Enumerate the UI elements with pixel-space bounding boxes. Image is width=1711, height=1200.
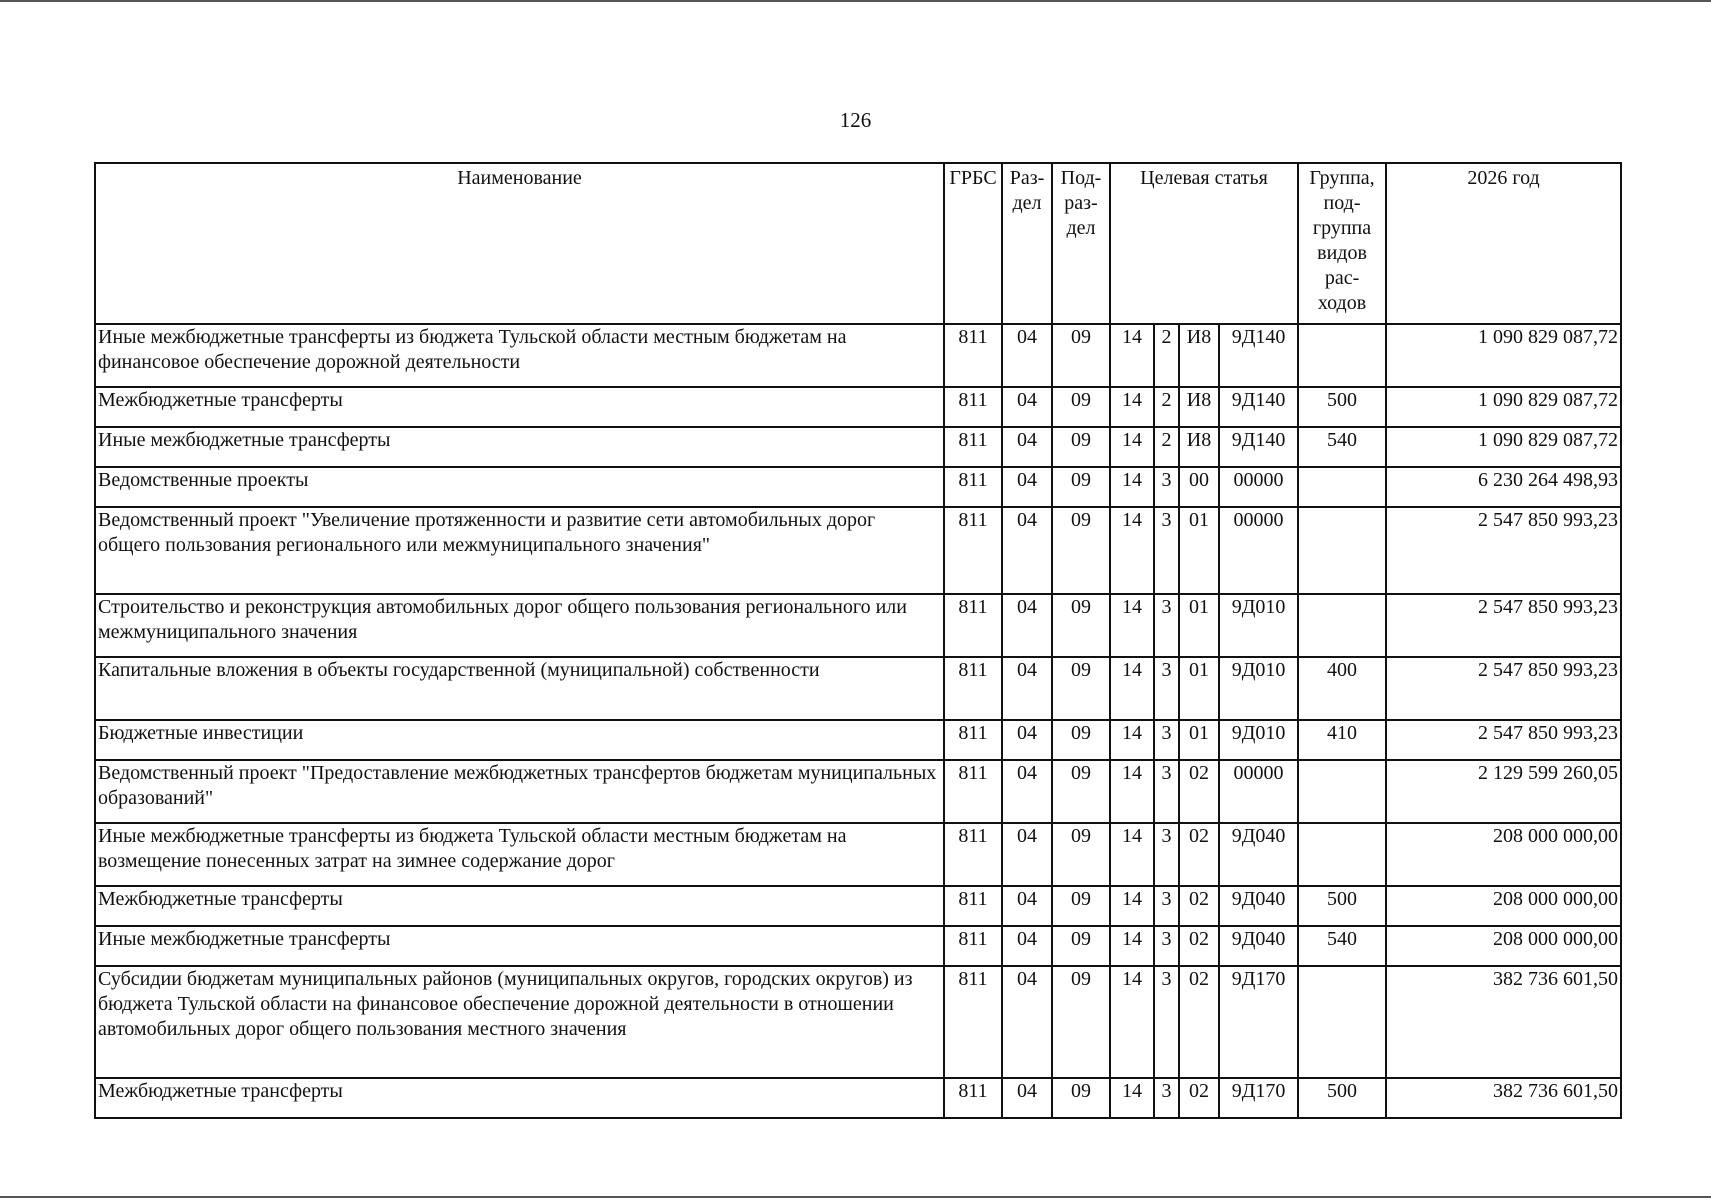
row-section: 04 xyxy=(1002,1078,1052,1118)
header-name: Наименование xyxy=(95,163,944,324)
row-target-direction: 9Д170 xyxy=(1219,1078,1298,1118)
row-section: 04 xyxy=(1002,594,1052,657)
table-row xyxy=(95,507,1621,594)
row-grbs: 811 xyxy=(944,966,1002,1078)
row-amount: 2 547 850 993,23 xyxy=(1386,507,1621,594)
row-name: Иные межбюджетные трансферты из бюджета Тульской области местным бюджетам на финансовое обеспечение дорожной деятельности xyxy=(95,324,944,387)
row-name: Капитальные вложения в объекты государственной (муниципальной) собственности xyxy=(95,657,944,720)
row-target-program: 14 xyxy=(1110,594,1154,657)
row-section: 04 xyxy=(1002,886,1052,926)
row-section: 04 xyxy=(1002,926,1052,966)
row-amount: 208 000 000,00 xyxy=(1386,886,1621,926)
row-target-program: 14 xyxy=(1110,966,1154,1078)
row-subsection: 09 xyxy=(1052,387,1110,427)
row-amount: 2 129 599 260,05 xyxy=(1386,760,1621,823)
row-amount: 6 230 264 498,93 xyxy=(1386,467,1621,507)
row-target-direction: 9Д140 xyxy=(1219,427,1298,467)
row-expense-group: 500 xyxy=(1298,387,1386,427)
row-amount: 2 547 850 993,23 xyxy=(1386,720,1621,760)
row-target-type: 2 xyxy=(1154,387,1179,427)
row-target-structure: И8 xyxy=(1179,324,1219,387)
row-expense-group xyxy=(1298,823,1386,886)
row-target-type: 3 xyxy=(1154,760,1179,823)
table-row xyxy=(95,720,1621,760)
row-section: 04 xyxy=(1002,657,1052,720)
table-row xyxy=(95,594,1621,657)
row-target-structure: 02 xyxy=(1179,966,1219,1078)
row-amount: 2 547 850 993,23 xyxy=(1386,594,1621,657)
row-amount: 208 000 000,00 xyxy=(1386,926,1621,966)
row-target-structure: 02 xyxy=(1179,926,1219,966)
row-target-direction: 9Д010 xyxy=(1219,720,1298,760)
row-grbs: 811 xyxy=(944,507,1002,594)
row-section: 04 xyxy=(1002,467,1052,507)
row-section: 04 xyxy=(1002,966,1052,1078)
row-subsection: 09 xyxy=(1052,1078,1110,1118)
row-target-structure: 02 xyxy=(1179,760,1219,823)
row-amount: 2 547 850 993,23 xyxy=(1386,657,1621,720)
row-target-structure: 00 xyxy=(1179,467,1219,507)
row-name: Межбюджетные трансферты xyxy=(95,886,944,926)
row-name: Бюджетные инвестиции xyxy=(95,720,944,760)
row-section: 04 xyxy=(1002,427,1052,467)
row-grbs: 811 xyxy=(944,467,1002,507)
row-grbs: 811 xyxy=(944,594,1002,657)
row-name: Строительство и реконструкция автомобильных дорог общего пользования регионального или межмуниципального значения xyxy=(95,594,944,657)
row-subsection: 09 xyxy=(1052,427,1110,467)
row-target-program: 14 xyxy=(1110,1078,1154,1118)
row-amount: 382 736 601,50 xyxy=(1386,1078,1621,1118)
row-amount: 382 736 601,50 xyxy=(1386,966,1621,1078)
row-grbs: 811 xyxy=(944,760,1002,823)
row-grbs: 811 xyxy=(944,886,1002,926)
row-amount: 1 090 829 087,72 xyxy=(1386,387,1621,427)
row-expense-group xyxy=(1298,594,1386,657)
table-row xyxy=(95,467,1621,507)
table-row xyxy=(95,657,1621,720)
table-row xyxy=(95,324,1621,387)
row-target-type: 3 xyxy=(1154,886,1179,926)
row-grbs: 811 xyxy=(944,387,1002,427)
table-row xyxy=(95,1078,1621,1118)
row-name: Иные межбюджетные трансферты xyxy=(95,926,944,966)
row-name: Иные межбюджетные трансферты xyxy=(95,427,944,467)
scan-edge-top xyxy=(0,0,1711,2)
row-target-structure: 02 xyxy=(1179,886,1219,926)
row-amount: 208 000 000,00 xyxy=(1386,823,1621,886)
row-target-type: 3 xyxy=(1154,1078,1179,1118)
header-grbs: ГРБС xyxy=(944,163,1002,324)
page-number: 126 xyxy=(839,108,872,132)
row-subsection: 09 xyxy=(1052,324,1110,387)
budget-table xyxy=(94,162,1622,1119)
row-expense-group: 500 xyxy=(1298,886,1386,926)
row-name: Ведомственный проект "Предоставление межбюджетных трансфертов бюджетам муниципальных образований" xyxy=(95,760,944,823)
row-name: Ведомственные проекты xyxy=(95,467,944,507)
header-target-article: Целевая статья xyxy=(1110,163,1298,324)
row-name: Межбюджетные трансферты xyxy=(95,1078,944,1118)
row-section: 04 xyxy=(1002,760,1052,823)
row-grbs: 811 xyxy=(944,720,1002,760)
header-subsection: Под- раз- дел xyxy=(1052,163,1110,324)
row-target-direction: 9Д140 xyxy=(1219,387,1298,427)
row-target-type: 3 xyxy=(1154,467,1179,507)
row-target-program: 14 xyxy=(1110,467,1154,507)
row-target-direction: 00000 xyxy=(1219,507,1298,594)
row-subsection: 09 xyxy=(1052,507,1110,594)
row-grbs: 811 xyxy=(944,427,1002,467)
row-grbs: 811 xyxy=(944,657,1002,720)
row-expense-group xyxy=(1298,507,1386,594)
table-row xyxy=(95,427,1621,467)
table-row xyxy=(95,387,1621,427)
row-subsection: 09 xyxy=(1052,966,1110,1078)
header-section: Раз- дел xyxy=(1002,163,1052,324)
row-subsection: 09 xyxy=(1052,760,1110,823)
row-target-direction: 9Д040 xyxy=(1219,926,1298,966)
row-target-program: 14 xyxy=(1110,760,1154,823)
row-target-type: 3 xyxy=(1154,720,1179,760)
row-expense-group xyxy=(1298,966,1386,1078)
row-target-program: 14 xyxy=(1110,720,1154,760)
row-grbs: 811 xyxy=(944,823,1002,886)
row-target-structure: 01 xyxy=(1179,720,1219,760)
row-subsection: 09 xyxy=(1052,720,1110,760)
row-target-type: 3 xyxy=(1154,657,1179,720)
row-subsection: 09 xyxy=(1052,823,1110,886)
row-expense-group: 500 xyxy=(1298,1078,1386,1118)
row-target-type: 3 xyxy=(1154,926,1179,966)
row-target-direction: 00000 xyxy=(1219,760,1298,823)
row-section: 04 xyxy=(1002,387,1052,427)
row-section: 04 xyxy=(1002,507,1052,594)
row-target-program: 14 xyxy=(1110,926,1154,966)
row-grbs: 811 xyxy=(944,926,1002,966)
row-target-program: 14 xyxy=(1110,387,1154,427)
row-amount: 1 090 829 087,72 xyxy=(1386,324,1621,387)
row-name: Иные межбюджетные трансферты из бюджета Тульской области местным бюджетам на возмещение понесенных затрат на зимнее содержание дорог xyxy=(95,823,944,886)
table-row xyxy=(95,823,1621,886)
row-target-structure: 01 xyxy=(1179,594,1219,657)
row-target-structure: И8 xyxy=(1179,387,1219,427)
header-year: 2026 год xyxy=(1386,163,1621,324)
row-expense-group: 410 xyxy=(1298,720,1386,760)
row-target-direction: 9Д040 xyxy=(1219,823,1298,886)
row-target-type: 3 xyxy=(1154,823,1179,886)
row-target-program: 14 xyxy=(1110,427,1154,467)
row-target-program: 14 xyxy=(1110,823,1154,886)
table-row xyxy=(95,760,1621,823)
row-target-structure: 02 xyxy=(1179,1078,1219,1118)
row-name: Межбюджетные трансферты xyxy=(95,387,944,427)
row-target-direction: 9Д140 xyxy=(1219,324,1298,387)
row-expense-group xyxy=(1298,760,1386,823)
header-expense-group: Группа, под- группа видов рас- ходов xyxy=(1298,163,1386,324)
row-target-direction: 9Д170 xyxy=(1219,966,1298,1078)
row-expense-group: 540 xyxy=(1298,926,1386,966)
row-target-type: 2 xyxy=(1154,324,1179,387)
row-subsection: 09 xyxy=(1052,926,1110,966)
row-expense-group xyxy=(1298,324,1386,387)
row-target-type: 2 xyxy=(1154,427,1179,467)
row-expense-group: 540 xyxy=(1298,427,1386,467)
row-target-type: 3 xyxy=(1154,594,1179,657)
row-target-program: 14 xyxy=(1110,886,1154,926)
row-subsection: 09 xyxy=(1052,886,1110,926)
row-name: Ведомственный проект "Увеличение протяженности и развитие сети автомобильных дорог общего пользования регионального или межмуниципального значения" xyxy=(95,507,944,594)
row-target-structure: И8 xyxy=(1179,427,1219,467)
row-target-direction: 9Д010 xyxy=(1219,594,1298,657)
row-target-direction: 9Д010 xyxy=(1219,657,1298,720)
table-row xyxy=(95,926,1621,966)
row-target-direction: 9Д040 xyxy=(1219,886,1298,926)
row-target-program: 14 xyxy=(1110,324,1154,387)
row-expense-group xyxy=(1298,467,1386,507)
row-subsection: 09 xyxy=(1052,467,1110,507)
row-target-program: 14 xyxy=(1110,657,1154,720)
row-name: Субсидии бюджетам муниципальных районов (муниципальных округов, городских округов) из бюджета Тульской области на финансовое обеспечение дорожной деятельности в отношении автомобильных дорог общего пользования местного значения xyxy=(95,966,944,1078)
row-amount: 1 090 829 087,72 xyxy=(1386,427,1621,467)
scan-edge-bottom xyxy=(0,1196,1711,1198)
row-grbs: 811 xyxy=(944,1078,1002,1118)
row-target-type: 3 xyxy=(1154,507,1179,594)
row-grbs: 811 xyxy=(944,324,1002,387)
table-row xyxy=(95,886,1621,926)
table-row xyxy=(95,966,1621,1078)
row-target-structure: 01 xyxy=(1179,657,1219,720)
row-target-type: 3 xyxy=(1154,966,1179,1078)
table-header-row xyxy=(95,163,1621,324)
row-subsection: 09 xyxy=(1052,594,1110,657)
row-target-direction: 00000 xyxy=(1219,467,1298,507)
row-target-structure: 01 xyxy=(1179,507,1219,594)
row-section: 04 xyxy=(1002,324,1052,387)
row-target-program: 14 xyxy=(1110,507,1154,594)
row-section: 04 xyxy=(1002,720,1052,760)
row-subsection: 09 xyxy=(1052,657,1110,720)
row-section: 04 xyxy=(1002,823,1052,886)
row-expense-group: 400 xyxy=(1298,657,1386,720)
row-target-structure: 02 xyxy=(1179,823,1219,886)
